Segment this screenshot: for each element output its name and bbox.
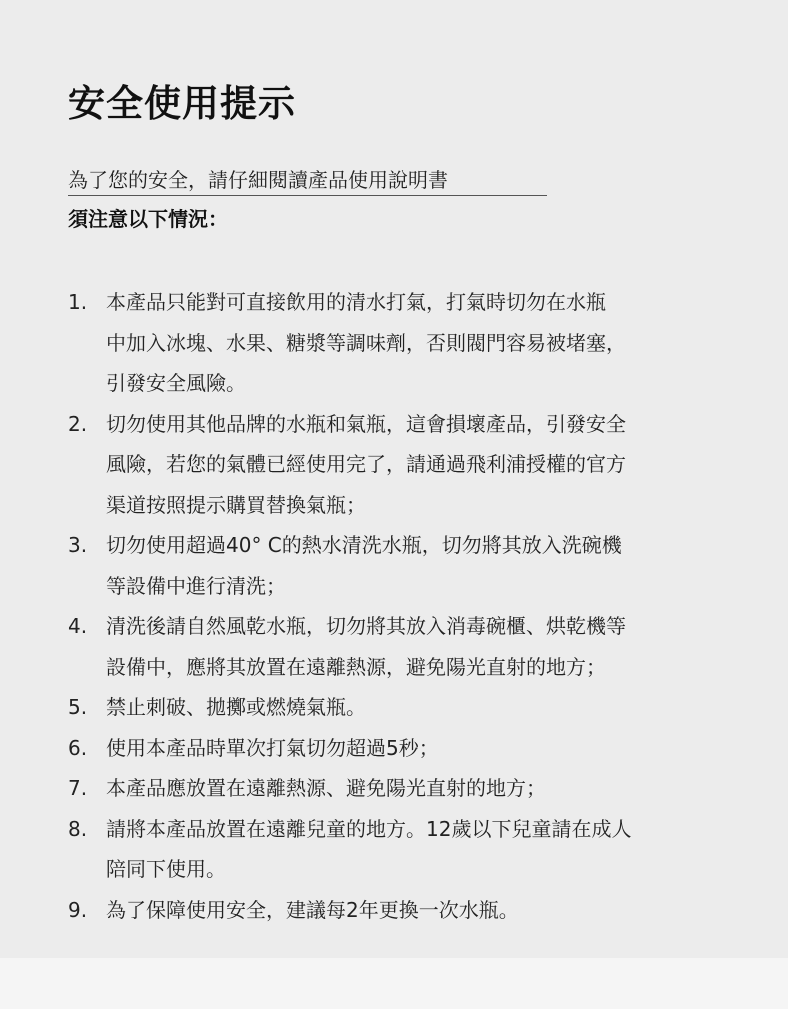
list-item-text: 請將本產品放置在遠離兒童的地方。12歲以下兒童請在成人 [106,816,632,841]
page-title: 安全使用提示 [68,82,296,125]
list-item-number: 4. [68,614,88,638]
list-item [68,768,768,809]
safety-list [68,282,768,930]
list-item-number: 7. [68,776,88,800]
list-item [68,282,768,404]
list-item-number: 3. [68,533,88,557]
list-item-number: 6. [68,735,88,760]
list-item-text: 設備中，應將其放置在遠離熱源，避免陽光直射的地方； [106,654,606,679]
list-item-text: 本產品只能對可直接飲用的清水打氣，打氣時切勿在水瓶 [106,290,606,314]
list-item-text: 陪同下使用。 [106,857,226,881]
list-item-text: 切勿使用超過40° C的熱水清洗水瓶，切勿將其放入洗碗機 [106,533,622,557]
list-item-number: 5. [68,695,88,719]
list-item-text: 清洗後請自然風乾水瓶，切勿將其放入消毒碗櫃、烘乾機等 [106,614,626,638]
list-item-text: 等設備中進行清洗； [106,573,286,598]
notice-heading: 須注意以下情況： [68,207,228,231]
list-item-number: 9. [68,897,88,922]
list-item [68,809,768,890]
list-item-text: 中加入冰塊、水果、糖漿等調味劑，否則閥門容易被堵塞， [106,330,626,355]
list-item [68,728,768,769]
subtitle: 為了您的安全，請仔細閱讀產品使用說明書 [68,166,547,196]
list-item-text: 切勿使用其他品牌的水瓶和氣瓶，這會損壞產品，引發安全 [106,411,626,436]
list-item [68,890,768,931]
list-item [68,525,768,606]
list-item-number: 2. [68,411,88,436]
list-item-text: 風險，若您的氣體已經使用完了，請通過飛利浦授權的官方 [106,452,626,476]
list-item [68,404,768,526]
list-item-text: 禁止刺破、拋擲或燃燒氣瓶。 [106,695,366,719]
list-item [68,687,768,728]
list-item-number: 1. [68,290,88,314]
list-item [68,606,768,687]
footer-strip [0,958,788,1009]
list-item-text: 本產品應放置在遠離熱源、避免陽光直射的地方； [106,776,546,800]
list-item-text: 渠道按照提示購買替換氣瓶； [106,492,366,517]
list-item-text: 使用本產品時單次打氣切勿超過5秒； [106,735,439,760]
list-item-number: 8. [68,816,88,841]
list-item-text: 為了保障使用安全，建議每2年更換一次水瓶。 [106,897,519,922]
list-item-text: 引發安全風險。 [106,371,246,395]
